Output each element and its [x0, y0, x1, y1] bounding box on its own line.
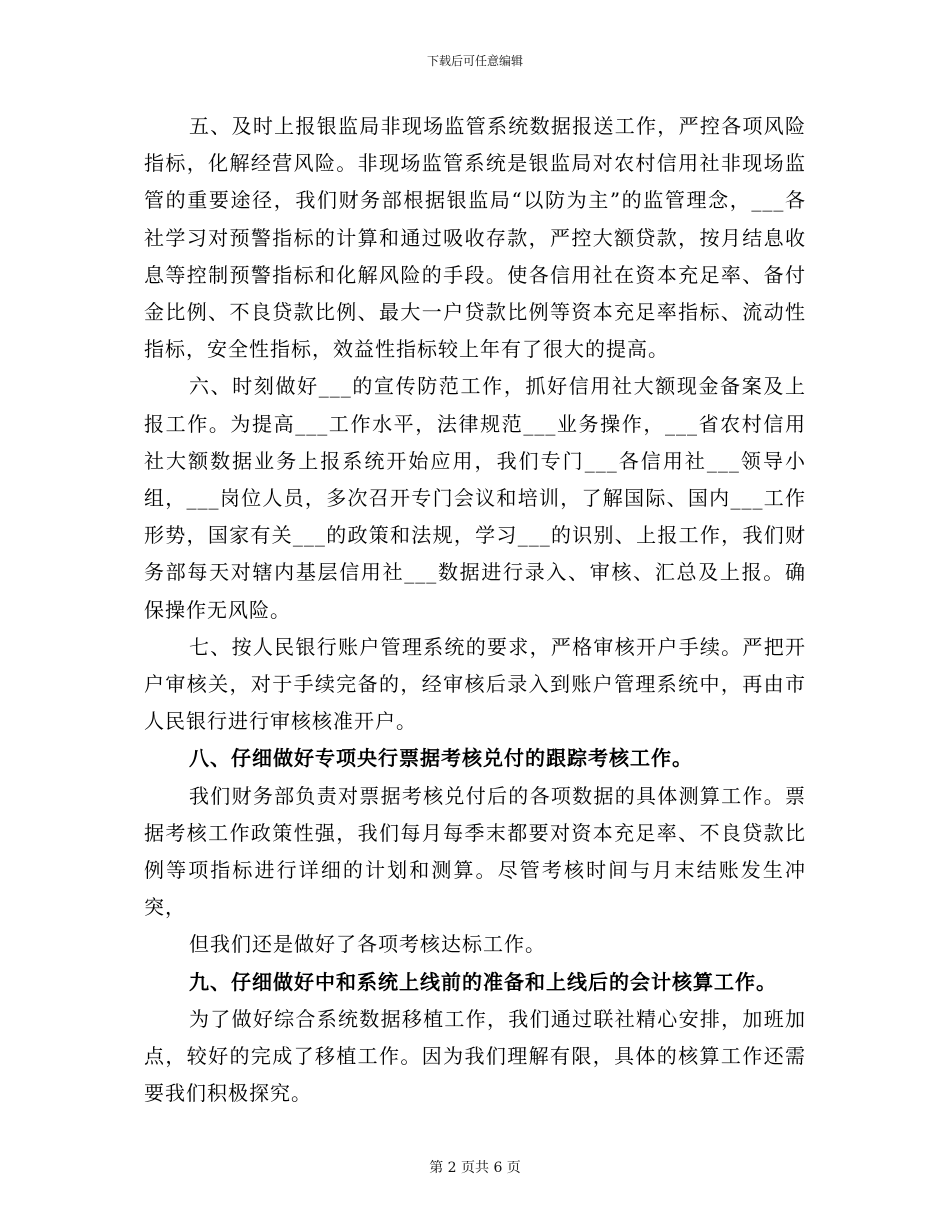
heading-9: 九、仔细做好中和系统上线前的准备和上线后的会计核算工作。 — [189, 969, 777, 994]
paragraph-9-body: 为了做好综合系统数据移植工作，我们通过联社精心安排，加班加点，较好的完成了移植工作。因为我们理解有限，具体的核算工作还需要我们积极探究。 — [144, 1006, 806, 1106]
heading-8: 八、仔细做好专项央行票据考核兑付的跟踪考核工作。 — [189, 746, 693, 771]
paragraph-7: 七、按人民银行账户管理系统的要求，严格审核开户手续。严把开户审核关，对于手续完备的，经审核后录入到账户管理系统中，再由市人民银行进行审核核准开户。 — [144, 634, 806, 734]
paragraph-8-body: 我们财务部负责对票据考核兑付后的各项数据的具体测算工作。票据考核工作政策性强，我们每月每季末都要对资本充足率、不良贷款比例等项指标进行详细的计划和测算。尽管考核时间与月末结账发生冲突， — [144, 783, 806, 920]
paragraph-5: 五、及时上报银监局非现场监管系统数据报送工作，严控各项风险指标，化解经营风险。非现场监管系统是银监局对农村信用社非现场监管的重要途径，我们财务部根据银监局“以防为主”的监管理念，___各社学习对预警指标的计算和通过吸收存款，严控大额贷款，按月结息收息等控制预警指标和化解风险的手段。使各信用社在资本充足率、备付金比例、不良贷款比例、最大一户贷款比例等资本充足率指标、流动性指标，安全性指标，效益性指标较上年有了很大的提高。 — [144, 114, 806, 362]
document-body — [144, 108, 806, 1112]
paragraph-6: 六、时刻做好___的宣传防范工作，抓好信用社大额现金备案及上报工作。为提高___工作水平，法律规范___业务操作，___省农村信用社大额数据业务上报系统开始应用，我们专门___各信用社___领导小组，___岗位人员，多次召开专门会议和培训，了解国际、国内___工作形势，国家有关___的政策和法规，学习___的识别、上报工作，我们财务部每天对辖内基层信用社___数据进行录入、审核、汇总及上报。确保操作无风险。 — [144, 374, 806, 622]
page-footer: 第 2 页共 6 页 — [429, 1160, 521, 1176]
page-header: 下载后可任意编辑 — [426, 54, 523, 68]
paragraph-8-conclusion: 但我们还是做好了各项考核达标工作。 — [189, 932, 546, 957]
